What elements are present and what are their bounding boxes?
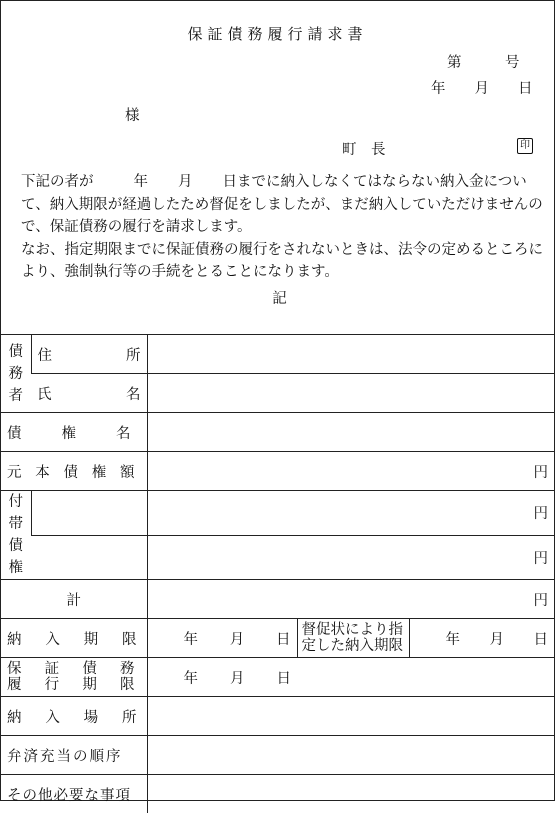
request-body	[7, 171, 552, 310]
principal-label: 元 本 債 権 額	[1, 452, 147, 491]
other-label: その他必要な事項	[1, 775, 147, 813]
address-value[interactable]	[147, 335, 554, 374]
name-label: 氏 名	[31, 374, 147, 413]
incidental-label-2[interactable]	[31, 535, 147, 580]
guarantee-period-blank	[297, 658, 554, 697]
order-value[interactable]	[147, 736, 554, 775]
document-number: 第 号	[447, 51, 520, 72]
due-date-value[interactable]: 年 月 日	[147, 619, 297, 658]
addressee-suffix: 様	[125, 104, 140, 125]
order-label: 弁済充当の順序	[1, 736, 147, 775]
total-value[interactable]: 円	[147, 580, 554, 619]
name-value[interactable]	[147, 374, 554, 413]
place-label: 納 入 場 所	[1, 697, 147, 736]
creditor-name-value[interactable]	[147, 413, 554, 452]
seal-icon: 印	[517, 138, 533, 154]
address-label: 住 所	[31, 335, 147, 374]
ki-heading: 記	[7, 288, 552, 311]
mayor-title: 町 長	[342, 138, 386, 159]
incidental-value-2[interactable]: 円	[147, 535, 554, 580]
document-title: 保証債務履行請求書	[1, 23, 554, 44]
incidental-label-1[interactable]	[31, 491, 147, 536]
guarantee-period-value[interactable]: 年 月 日	[147, 658, 297, 697]
other-value[interactable]	[147, 775, 554, 813]
incidental-value-1[interactable]: 円	[147, 491, 554, 536]
demand-due-label: 督促状により指定した納入期限	[297, 619, 409, 658]
body-paragraph-1: 下記の者が 年 月 日までに納入しなくてはならない納入金について、納入期限が経過したため督促をしましたが、まだ納入していただけませんので、保証債務の履行を請求します。	[7, 171, 552, 239]
demand-due-value[interactable]: 年 月 日	[409, 619, 554, 658]
principal-value[interactable]: 円	[147, 452, 554, 491]
details-table	[1, 334, 554, 813]
body-paragraph-2: なお、指定期限までに保証債務の履行をされないときは、法令の定めるところにより、強制執行等の手続をとることになります。	[7, 239, 552, 284]
incidental-group-label: 付 帯 債 権	[1, 491, 31, 580]
debtor-group-label: 債 務 者	[1, 335, 31, 413]
total-label: 計	[1, 580, 147, 619]
creditor-name-label: 債 権 名	[1, 413, 147, 452]
issue-date: 年 月 日	[431, 77, 533, 98]
due-date-label: 納 入 期 限	[1, 619, 147, 658]
mayor-seal	[517, 138, 533, 154]
place-value[interactable]	[147, 697, 554, 736]
guarantee-period-label: 保 証 債 務 履 行 期 限	[1, 658, 147, 697]
